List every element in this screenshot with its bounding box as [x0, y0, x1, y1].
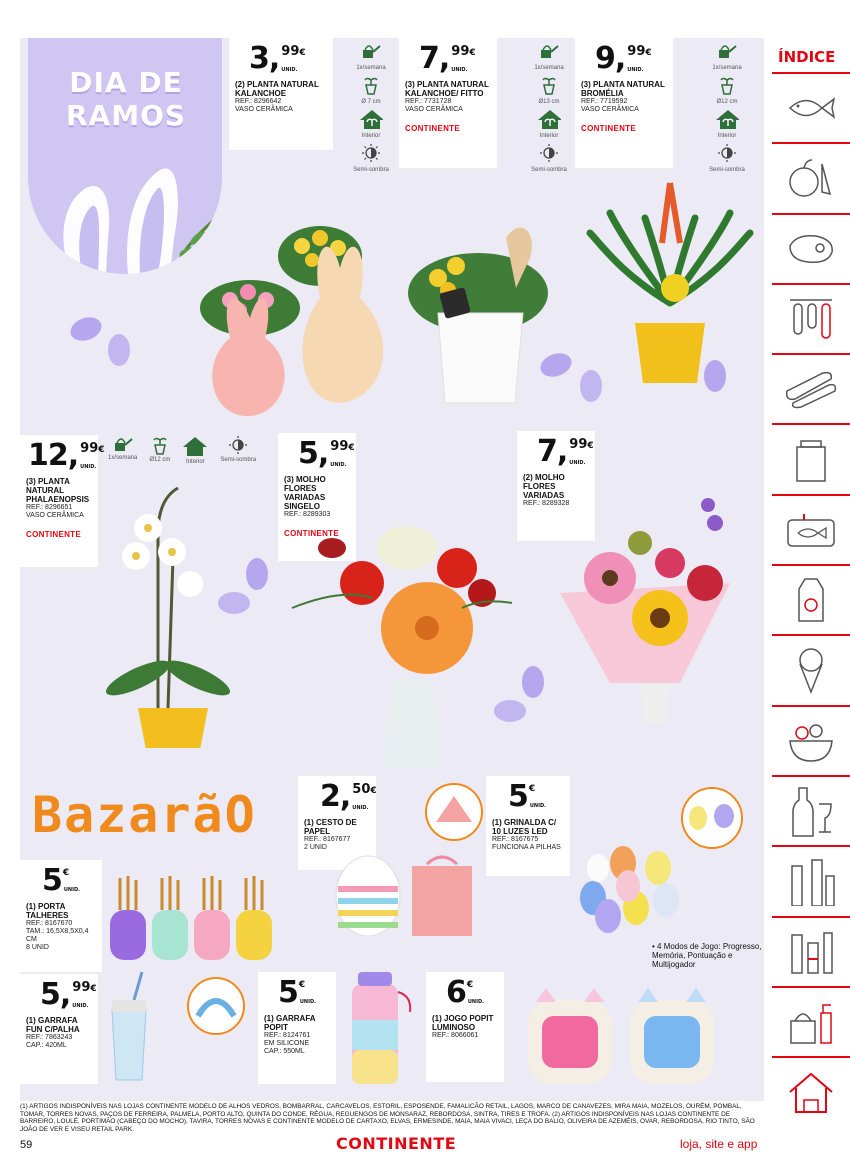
price-integer: 3 [249, 41, 269, 76]
watering-can-icon [112, 435, 134, 453]
product-extra: VASO CERÂMICA [235, 106, 293, 113]
hero-title-line2: RAMOS [65, 99, 187, 133]
product-card-bromelia[interactable] [575, 38, 673, 168]
price-decimals-stack [351, 782, 376, 811]
product-card-grinalda[interactable] [486, 776, 570, 876]
product-extra: EM SILICONE [264, 1040, 310, 1047]
price-comma: , [67, 438, 79, 473]
price-currency: € [645, 48, 652, 58]
product-ref: REF.: 8289328 [523, 500, 570, 507]
watering-can-icon [715, 40, 739, 62]
product-ref: REF.: 7719592 [581, 98, 628, 105]
bazar-title: BazarãO [32, 786, 257, 844]
price-comma: , [317, 436, 329, 471]
price-decimal [451, 44, 475, 61]
indoor-house-icon [715, 108, 739, 130]
product-ref: REF.: 8167670 [26, 920, 73, 927]
price-decimals-stack [568, 437, 593, 466]
price-unit: UNID. [451, 67, 468, 73]
watering-can-icon [359, 40, 383, 62]
led-garland-detail-circle [680, 786, 744, 850]
ice-cream-icon [791, 646, 831, 696]
decorative-egg-icon [104, 332, 134, 368]
price-tag [492, 779, 564, 814]
care-light-label: Semi-sombra [353, 167, 389, 173]
product-name: (1) CESTO DE PAPEL [304, 818, 357, 836]
product-ref: REF.: 8289303 [284, 511, 331, 518]
price-decimal [80, 441, 104, 458]
continente-logo-small: CONTINENTE [405, 124, 460, 133]
flyer-main-area [20, 38, 764, 1101]
price-decimals-stack [529, 782, 546, 809]
product-name: (1) GRINALDA C/ 10 LUZES LED [492, 818, 557, 836]
price-unit: UNID. [529, 803, 547, 809]
price-tag [304, 779, 377, 814]
product-extra: CAP.: 420ML [26, 1042, 67, 1049]
price-integer: 5 [298, 436, 318, 471]
product-ref: REF.: 8167677 [304, 836, 351, 843]
price-currency: € [466, 980, 474, 990]
product-ref: REF.: 8066061 [432, 1032, 479, 1039]
care-water-label: 1x/semana [534, 65, 564, 71]
care-size-label: Ø12 cm [716, 99, 738, 105]
paper-baskets-image [332, 846, 482, 936]
product-extra2: CAP.: 550ML [264, 1048, 305, 1055]
cutlery-holders-image [104, 870, 274, 960]
price-comma: , [339, 779, 351, 814]
led-garland-image [568, 838, 688, 938]
decorative-egg-icon [518, 664, 548, 700]
semi-shade-sun-icon [537, 142, 561, 164]
product-card-jogo-popit[interactable] [426, 972, 504, 1082]
page-number: 59 [20, 1139, 33, 1151]
continente-logo-small: CONTINENTE [26, 530, 81, 539]
indoor-house-icon [537, 108, 561, 130]
pot-size-icon [151, 435, 169, 455]
care-light-label: Semi-sombra [709, 167, 745, 173]
price-currency: € [299, 48, 306, 58]
price-integer: 6 [446, 975, 466, 1010]
price-unit: UNID. [627, 67, 644, 73]
bromelia-yellow-pot-image [580, 173, 760, 403]
product-name: (1) PORTA TALHERES [26, 902, 69, 920]
product-extra: TAM.: 16,5X8,5X0,4 CM [26, 928, 89, 943]
semi-shade-sun-icon [715, 142, 739, 164]
price-unit: UNID. [80, 464, 97, 470]
popit-game-consoles-image [522, 986, 722, 1086]
popit-bottle-image [346, 970, 416, 1090]
salad-icon [786, 719, 836, 763]
product-name: (1) GARRAFA FUN C/PALHA [26, 1016, 80, 1034]
price-tag [26, 438, 105, 473]
price-currency: € [98, 445, 105, 455]
index-beverages[interactable] [772, 847, 850, 917]
price-tag [264, 975, 330, 1010]
price-currency: € [62, 868, 70, 878]
product-name: (3) PLANTA NATURAL PHALAENOPSIS [26, 477, 90, 504]
price-decimal [352, 782, 376, 799]
price-decimals-stack [63, 866, 80, 893]
product-ref: REF.: 7863243 [26, 1034, 73, 1041]
care-size-label: Ø12 cm [149, 457, 171, 463]
price-unit: UNID. [467, 999, 485, 1005]
price-tag [581, 41, 667, 76]
price-tag [26, 977, 97, 1012]
decorative-egg-icon [68, 316, 104, 342]
product-ref: REF.: 8296642 [235, 98, 282, 105]
price-unit: UNID. [569, 460, 586, 466]
price-integer: 7 [419, 41, 439, 76]
price-decimal-value: 99 [569, 437, 588, 452]
index-ice-cream[interactable] [772, 636, 850, 706]
care-light-label: Semi-sombra [531, 167, 567, 173]
charcuterie-icon [786, 294, 836, 344]
product-extra2: 8 UNID [26, 944, 49, 951]
price-decimal-value: 99 [72, 980, 91, 995]
kalanchoe-fitto-pot-image [398, 218, 558, 418]
care-size-label: Ø 7 cm [361, 99, 381, 105]
price-decimal-value: 99 [330, 439, 349, 454]
pot-size-icon [537, 74, 561, 96]
price-integer: 12 [28, 438, 68, 473]
meat-icon [786, 232, 836, 266]
care-icons-phalaenopsis [108, 435, 256, 465]
price-decimal-value: 99 [451, 44, 470, 59]
product-ref: REF.: 8124761 [264, 1032, 311, 1039]
pot-size-icon [359, 74, 383, 96]
price-decimals-stack [467, 978, 484, 1005]
product-name: (1) GARRAFA POPIT [264, 1014, 316, 1032]
product-name: (3) PLANTA NATURAL KALANCHOE/ FITTO [405, 80, 489, 98]
kalanchoe-bunny-pots-image [170, 188, 410, 418]
price-tag [26, 863, 96, 898]
bread-icon [783, 369, 839, 409]
care-place-label: Interior [186, 459, 205, 465]
dairy-icon [791, 575, 831, 625]
product-ref: REF.: 8296651 [26, 504, 73, 511]
price-unit: UNID. [352, 805, 369, 811]
care-water-label: 1x/semana [712, 65, 742, 71]
decorative-egg-icon [700, 358, 730, 394]
care-icons-bromelia [702, 40, 752, 173]
cleaning-icon [785, 999, 837, 1045]
product-card-phalaenopsis[interactable] [20, 435, 105, 567]
price-decimal [281, 44, 305, 61]
price-integer: 5 [42, 863, 62, 898]
index-meat[interactable] [772, 215, 850, 285]
price-unit: UNID. [330, 462, 347, 468]
price-integer: 5 [40, 977, 60, 1012]
decorative-egg-icon [242, 556, 272, 592]
price-decimal [569, 437, 593, 454]
grocery-bag-icon [791, 437, 831, 483]
semi-shade-sun-icon [228, 435, 248, 455]
home-icon [786, 1070, 836, 1116]
store-site-app-link[interactable]: loja, site e app [680, 1137, 758, 1151]
semi-shade-sun-icon [359, 142, 383, 164]
price-integer: 5 [278, 975, 298, 1010]
index-cleaning[interactable] [772, 988, 850, 1058]
indoor-house-icon [182, 435, 208, 457]
price-integer: 7 [537, 434, 557, 469]
product-name: (1) JOGO POPIT LUMINOSO [432, 1014, 494, 1032]
wine-icon [789, 784, 833, 838]
price-unit: UNID. [281, 67, 298, 73]
continente-logo-small: CONTINENTE [581, 124, 636, 133]
product-extra: VASO CERÂMICA [405, 106, 463, 113]
product-extra: VASO CERÂMICA [581, 106, 639, 113]
price-decimal-value: 99 [80, 441, 99, 456]
price-integer: 5 [508, 779, 528, 814]
care-place-label: Interior [539, 133, 559, 139]
bazar-section-logo [32, 786, 292, 846]
paper-basket-detail-circle [424, 782, 484, 842]
care-water [108, 435, 137, 465]
footer-disclaimer: (1) ARTIGOS INDISPONÍVEIS NAS LOJAS CONTINENTE MODELO DE ALHOS VEDROS, BOMBARRAL, CARCAVELOS, ESTORIL, ESPOSENDE, FAMALICÃO RETAIL, LAGOS, MARCO DE CANAVEZES, MIRA MAIA, MOZELOS, OURÉM, POMBAL, TOMAR, TORRES NOVAS, PAÇOS DE FERREIRA, PALMELA, PORTO ALTO, QUINTA DO CONDE, RÉGUA, REGUENGOS DE MONSARAZ, REBORDOSA, SINTRA, TIRES E TROFA. (2) ARTIGOS INDISPONÍVEIS NAS LOJAS CONTINENTE DE BARREIRO, LOULÉ, PORTIMÃO (CABEÇO DO MOCHO), TAVIRA, TORRES NOVAS E CONTINENTE MODELO DE CARTAXO, ELVAS, ERMESINDE, MAIA, MAIA VIVACI, LEÇA DO BALIO, OLIVEIRA DE AZEMÉIS, OVAR, REBORDOSA, RIO TINTO, SÃO JOÃO DE VER E VISEU RETAIL PARK. [20, 1103, 755, 1133]
price-tag [405, 41, 491, 76]
index-wine[interactable] [772, 777, 850, 847]
price-decimals-stack [71, 980, 96, 1009]
fun-bottle-image [104, 970, 154, 1090]
price-comma: , [614, 41, 626, 76]
index-canned-fish[interactable] [772, 496, 850, 566]
price-decimal [330, 439, 354, 456]
care-place-label: Interior [717, 133, 737, 139]
product-name: (2) PLANTA NATURAL KALANCHOE [235, 80, 319, 98]
price-decimals-stack [626, 44, 651, 73]
price-integer: 2 [320, 779, 340, 814]
bouquet-singelo-image [282, 488, 532, 768]
index-hygiene[interactable] [772, 918, 850, 988]
price-currency: € [469, 48, 476, 58]
price-decimal-value: 50 [352, 782, 371, 797]
product-ref: REF.: 8167675 [492, 836, 539, 843]
product-extra: FUNCIONA A PILHAS [492, 844, 561, 851]
game-modes-note: • 4 Modos de Jogo: Progresso, Memória, Pontuação e Multijogador [652, 942, 762, 969]
price-unit: UNID. [63, 887, 81, 893]
price-currency: € [370, 786, 377, 796]
care-water-label: 1x/semana [108, 455, 138, 461]
beverages-icon [786, 856, 836, 906]
fun-bottle-detail-circle [186, 976, 246, 1036]
price-decimal-value: 99 [281, 44, 300, 59]
price-comma: , [556, 434, 568, 469]
product-ref: REF.: 7731728 [405, 98, 452, 105]
price-decimals-stack [329, 439, 354, 468]
product-extra: 2 UNID [304, 844, 327, 851]
product-card-kalanchoe-fitto[interactable] [399, 38, 497, 168]
care-place [182, 435, 208, 465]
decorative-egg-icon [538, 352, 574, 378]
price-decimals-stack [79, 441, 104, 470]
hero-title-line1: DIA DE [69, 66, 183, 99]
price-currency: € [298, 980, 306, 990]
index-bread[interactable] [772, 355, 850, 425]
price-unit: UNID. [72, 1003, 89, 1009]
care-light-label: Semi-sombra [220, 457, 257, 463]
index-salad[interactable] [772, 707, 850, 777]
price-comma: , [59, 977, 71, 1012]
care-water-label: 1x/semana [356, 65, 386, 71]
watering-can-icon [537, 40, 561, 62]
pot-size-icon [715, 74, 739, 96]
price-decimals-stack [280, 44, 305, 73]
decorative-egg-icon [492, 698, 528, 724]
continente-logo: CONTINENTE [336, 1134, 457, 1153]
continente-logo-small: CONTINENTE [284, 529, 339, 538]
price-tag [523, 434, 594, 469]
price-decimals-stack [299, 978, 316, 1005]
index-title: ÍNDICE [772, 38, 850, 74]
product-card-porta-talheres[interactable] [20, 860, 102, 972]
index-charcuterie[interactable] [772, 285, 850, 355]
product-card-garrafa-popit[interactable] [258, 972, 336, 1084]
price-currency: € [90, 984, 97, 994]
index-grocery[interactable] [772, 425, 850, 495]
price-decimal [72, 980, 96, 997]
product-card-garrafa-fun[interactable] [20, 974, 98, 1084]
decorative-egg-icon [216, 590, 252, 616]
price-currency: € [348, 443, 355, 453]
care-light [220, 435, 256, 465]
price-tag [284, 436, 355, 471]
product-name: (3) PLANTA NATURAL BROMÉLIA [581, 80, 665, 98]
care-icons-fitto [524, 40, 574, 173]
price-decimal [627, 44, 651, 61]
canned-fish-icon [784, 510, 838, 550]
index-fish[interactable] [772, 74, 850, 144]
fruit-vegetable-icon [786, 156, 836, 200]
price-currency: € [587, 441, 594, 451]
index-home[interactable] [772, 1058, 850, 1128]
price-unit: UNID. [299, 999, 317, 1005]
decorative-egg-icon [576, 368, 606, 404]
price-comma: , [438, 41, 450, 76]
price-decimals-stack [450, 44, 475, 73]
indoor-house-icon [359, 108, 383, 130]
price-integer: 9 [595, 41, 615, 76]
price-comma: , [268, 41, 280, 76]
care-size [149, 435, 170, 465]
product-extra: VASO CERÂMICA [26, 512, 84, 519]
price-currency: € [528, 784, 536, 794]
price-tag [235, 41, 327, 76]
product-card-kalanchoe[interactable] [229, 38, 333, 150]
care-size-label: Ø13 cm [538, 99, 560, 105]
care-icons-kalanchoe [346, 40, 396, 173]
care-place-label: Interior [361, 133, 381, 139]
product-name: (3) MOLHO FLORES VARIADAS SINGELO [284, 475, 326, 511]
bouquet-variadas-image [540, 483, 750, 733]
hygiene-icon [786, 929, 836, 975]
index-sidebar [772, 38, 850, 1130]
index-fruit-vegetables[interactable] [772, 144, 850, 214]
fish-icon [786, 93, 836, 123]
price-tag [432, 975, 498, 1010]
product-name: (2) MOLHO FLORES VARIADAS [523, 473, 565, 500]
index-dairy[interactable] [772, 566, 850, 636]
price-decimal-value: 99 [627, 44, 646, 59]
